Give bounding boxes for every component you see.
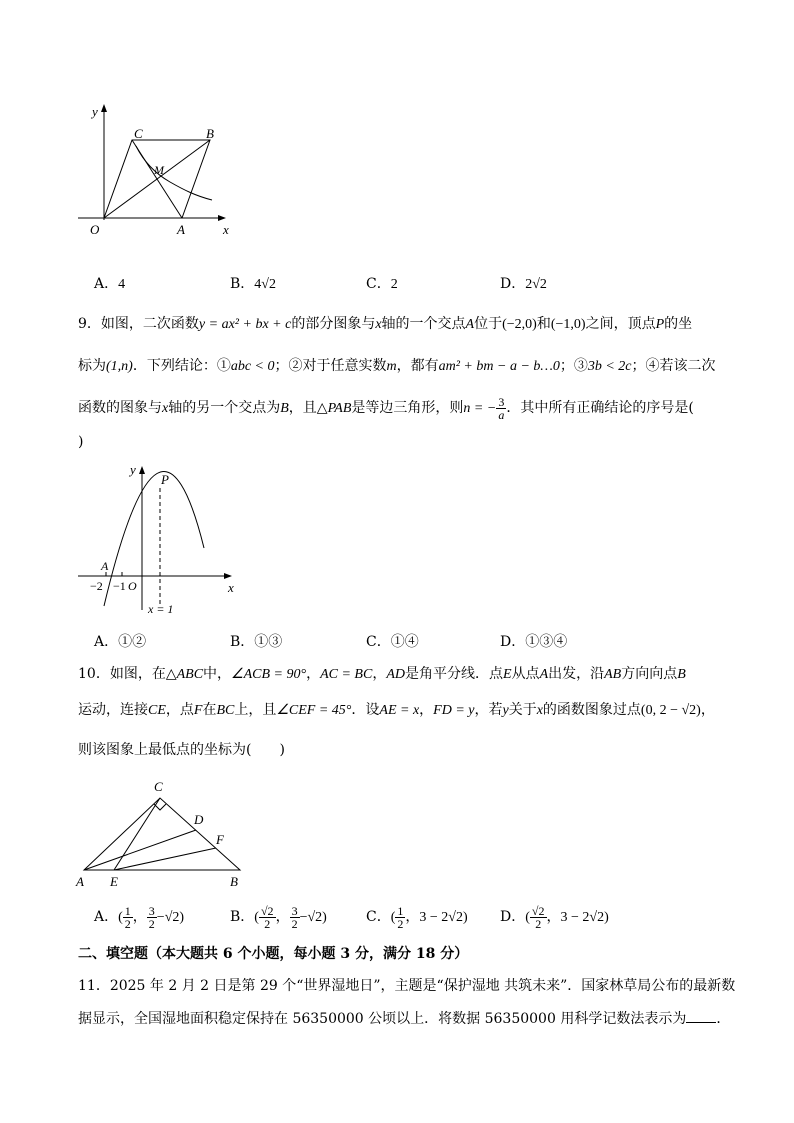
math: BC [216,703,235,718]
text: ；④若该二次 [631,358,716,374]
option-text: ①④ [390,634,419,650]
q9-option-c[interactable] [366,632,419,652]
q8-y-arrow [101,104,107,112]
text: ，点 [165,702,194,718]
q9-label-y: y [130,462,136,477]
math: 3b < 2c [587,359,632,374]
answer-blank[interactable] [686,1008,716,1023]
q9-label-o: O [128,579,137,593]
q10-option-b[interactable] [230,900,327,935]
math: am² + bm − a − b…0 [438,359,560,374]
denominator: 2 [124,916,131,931]
text: 的函数图象过点 [542,702,641,718]
q10-option-c[interactable] [366,900,468,935]
math: B [280,401,289,416]
math: A [539,667,549,682]
q9-label-axis: x = 1 [148,602,174,616]
denominator: 2 [535,916,542,931]
math: AE = x [379,703,420,718]
q9-option-b[interactable] [230,632,282,652]
text: 轴的一个交点 [381,316,466,332]
numerator: 3 [148,903,155,918]
denominator: 2 [291,916,298,931]
option-letter: A． [94,276,119,292]
math: m [386,359,397,374]
text: 在 [202,702,217,718]
text: 的部分图象与 [291,316,376,332]
q9-label-p: P [161,472,169,487]
option-letter: B． [230,909,255,925]
text: ；③ [559,358,588,374]
q8-option-b[interactable] [230,274,276,295]
denominator: 2 [397,916,404,931]
q8-label-y: y [92,104,98,119]
q8-hyperbola [136,146,212,200]
text: 是等边三角形，则 [351,400,464,416]
q9-line-2 [78,356,716,377]
q9-y-arrow [139,466,145,474]
fraction [395,905,405,930]
fraction [147,905,157,930]
q10-line-1 [78,664,686,685]
q8-label-m: M [154,163,164,177]
math: ABC [176,667,204,682]
text: ；②对于任意实数 [274,358,387,374]
text: ， [306,666,321,682]
q10-figure [72,776,252,890]
text: 据显示，全国湿地面积稳定保持在 56350000 公顷以上．将数据 56350000 用科学记数法表示为 [78,1011,687,1027]
section-heading: 二、填空题（本大题共 6 个小题，每小题 3 分，满分 18 分） [78,946,469,962]
text: 标为 [78,358,106,374]
q9-label-a: A [101,559,109,573]
q10-line-3 [78,740,285,760]
math: x [162,401,169,416]
q10-label-a: A [76,874,84,889]
q9-line-4 [78,432,83,452]
option-text: 2 [390,277,398,292]
q10-label-f: F [216,832,224,847]
option-tail: 3 − 2√2) [419,910,468,925]
q9-label-neg1: −1 [113,579,126,593]
math: (0, 2 − √2) [640,703,701,718]
math: y = ax² + bx + c [198,317,292,332]
math: P [655,317,665,332]
q10-label-c: C [154,779,163,794]
text: 之间，顶点 [585,316,656,332]
option-letter: D． [500,909,526,925]
text: ， [419,702,434,718]
option-text: ①③④ [525,634,568,650]
text: 关于 [508,702,537,718]
math: x [375,317,382,332]
q9-line-1 [78,314,692,335]
option-text: ①③ [254,634,283,650]
q9-x-arrow [224,573,232,579]
text: 方向向点 [621,666,678,682]
paren: ( [118,910,123,925]
math: ∠CEF = 45° [276,703,352,718]
math: AC = BC [320,667,373,682]
option-text: 2√2 [525,277,547,292]
option-letter: B． [230,276,255,292]
numerator: √2 [531,903,545,918]
math: y [502,703,509,718]
text: ， [372,666,387,682]
q8-label-c: C [134,126,143,141]
math: PAB [327,401,352,416]
paren: ( [390,910,396,925]
q11-line-2 [78,1008,730,1029]
text: ，若 [474,702,503,718]
q8-option-a[interactable] [94,274,125,295]
paren: ( [525,910,530,925]
option-letter: C． [366,276,391,292]
q9-option-a[interactable] [94,632,146,652]
text: 运动，连接 [78,702,148,718]
text: 的坐 [664,316,693,332]
text: ．下列结论：① [132,358,231,374]
q8-x-arrow [218,215,226,221]
option-letter: D． [500,276,526,292]
q8-label-o: O [90,222,100,237]
q10-segment-ef [114,848,216,870]
option-letter: A． [94,909,119,925]
math: AD [386,667,405,682]
numerator: 1 [397,903,404,918]
math: n = − [463,401,497,416]
option-text: ①② [118,634,147,650]
option-text: 4√2 [254,277,276,292]
text: ．设 [351,702,380,718]
text: ，且△ [288,400,328,416]
q9-line-3 [78,394,694,423]
fraction [530,905,547,930]
q8-label-b: B [206,126,214,141]
text: 和 [536,316,551,332]
text: 9．如图，二次函数 [78,316,199,332]
math: (−2,0) [502,317,537,332]
math: x [536,703,543,718]
comma: ， [275,910,290,925]
numerator: √2 [260,903,274,918]
math: (1,n) [106,359,133,374]
q8-label-x: x [223,222,229,237]
math: AB [604,667,622,682]
text: ) [78,434,84,450]
numerator: 3 [291,903,298,918]
math: B [677,667,686,682]
q11-line-1: 11．2025 年 2 月 2 日是第 29 个“世界湿地日”，主题是“保护湿地 共筑未来”．国家林草局公布的最新数 [78,978,736,994]
fraction [123,905,133,930]
q10-line-2 [78,700,715,721]
text: ，都有 [396,358,439,374]
text: 中， [203,666,232,682]
denominator: a [498,407,505,422]
math: FD = y [433,703,475,718]
text: ．其中所有正确结论的序号是( [506,400,694,416]
fraction [259,905,276,930]
option-letter: A． [94,634,119,650]
comma: ， [546,910,561,925]
q10-label-b: B [230,874,238,889]
math: abc < 0 [230,359,275,374]
comma: ， [132,910,147,925]
text: 是角平分线．点 [405,666,503,682]
text: ， [700,702,715,718]
q9-label-neg2: −2 [90,579,103,593]
option-tail: 3 − 2√2) [560,910,609,925]
q9-option-d[interactable] [500,632,567,652]
q10-option-a[interactable] [94,900,184,935]
q10-option-d[interactable] [500,900,609,935]
option-letter: C． [366,909,391,925]
q8-option-d[interactable] [500,274,547,295]
option-tail: −√2) [299,910,327,925]
math: F [193,703,203,718]
text: 函数的图象与 [78,400,162,416]
math: A [465,317,475,332]
option-text: 4 [118,277,126,292]
q9-label-x: x [228,580,234,595]
math: E [503,667,512,682]
q8-option-c[interactable] [366,274,398,295]
q10-label-d: D [194,812,204,827]
numerator: 3 [498,394,505,409]
text: ． [716,1011,731,1027]
q8-label-a: A [177,222,185,237]
math: CE [148,703,166,718]
option-letter: B． [230,634,255,650]
text: 轴的另一个交点为 [168,400,281,416]
option-letter: D． [500,634,526,650]
denominator: 2 [148,916,155,931]
text: 出发，沿 [548,666,605,682]
fraction [290,905,300,930]
q10-segment-ce [114,798,160,870]
text: 位于 [474,316,503,332]
numerator: 1 [124,903,131,918]
fraction [496,396,506,421]
option-tail: −√2) [156,910,185,925]
paren: ( [254,910,259,925]
text: 上，且 [234,702,277,718]
math: ∠ACB = 90° [231,667,307,682]
math: (−1,0) [550,317,586,332]
text: 则该图象上最低点的坐标为( ) [78,742,285,758]
text: 10．如图，在△ [78,666,177,682]
comma: ， [405,910,420,925]
option-letter: C． [366,634,391,650]
q8-figure [70,100,240,240]
q10-label-e: E [110,874,118,889]
text: 从点 [511,666,540,682]
denominator: 2 [264,916,271,931]
q9-figure [72,460,248,620]
